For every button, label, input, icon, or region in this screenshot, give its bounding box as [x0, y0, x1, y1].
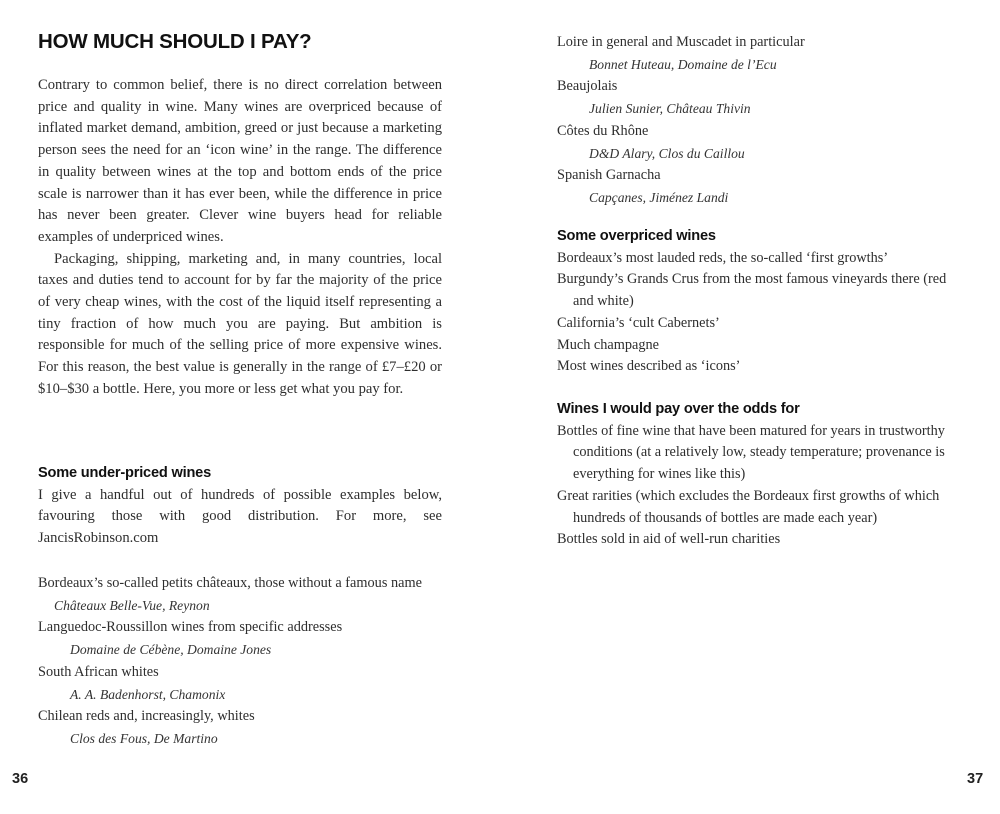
wine-category: Spanish Garnacha	[557, 167, 661, 184]
paragraph: Packaging, shipping, marketing and, in many countries, local taxes and duties tend to account for by far the majority of the price of very cheap wines, with the cost of the liquid itself representing a tiny fraction of how much you are paying. But ambition is responsible for much of the selling price of more expensive wines. For this reason, the best value is generally in the range of £7–£20 or $10–$30 a bottle. Here, you more or less get what you pay for.	[38, 250, 442, 397]
section-intro: I give a handful out of hundreds of possible examples below, favouring those with good distribution. For more, see JancisRobinson.com	[38, 486, 442, 547]
wine-producers: Domaine de Cébène, Domaine Jones	[70, 642, 272, 658]
paragraph: Contrary to common belief, there is no direct correlation between price and quality in wine. Many wines are overpriced because of inflated market demand, ambition, greed or just because a marketing person sees the need for an ‘icon wine’ in the range. The difference in quality between wines at the top and bottom ends of the price scale is narrower than it has ever been, while the difference in price has never been greater. Clever wine buyers head for reliable examples of underpriced wines.	[38, 77, 442, 245]
wine-category: Languedoc-Roussillon wines from specific addresses	[38, 619, 343, 636]
list-item	[38, 706, 448, 750]
section-heading: Some under-priced wines	[38, 465, 211, 481]
list-item	[557, 165, 967, 209]
wine-producers: Capçanes, Jiménez Landi	[589, 189, 729, 205]
wine-producers: A. A. Badenhorst, Chamonix	[70, 686, 226, 702]
wine-producers: Châteaux Belle-Vue, Reynon	[54, 597, 210, 613]
wine-category: Bordeaux’s so-called petits châteaux, those without a famous name	[38, 575, 422, 591]
list-item	[557, 121, 967, 165]
right-page	[500, 0, 1000, 814]
wine-category: Côtes du Rhône	[557, 122, 649, 139]
wine-producers: Julien Sunier, Château Thivin	[589, 101, 751, 117]
overpriced-section	[557, 226, 957, 378]
section-heading: Wines I would pay over the odds for	[557, 401, 800, 417]
pay-over-section	[557, 399, 969, 551]
list-item: California’s ‘cult Cabernets’	[557, 314, 720, 331]
list-item	[38, 617, 448, 661]
list-item: Burgundy’s Grands Crus from the most famous vineyards there (red and white)	[557, 271, 947, 310]
page-number: 37	[967, 771, 984, 787]
list-item: Great rarities (which excludes the Bordeaux first growths of which hundreds of thousands of bottles are made each year)	[557, 487, 940, 526]
overpriced-list	[557, 248, 957, 378]
under-priced-section	[38, 463, 442, 550]
list-item	[557, 76, 967, 120]
list-item	[38, 662, 448, 706]
list-item: Bottles of fine wine that have been matured for years in trustworthy conditions (at a relatively low, steady temperature; provenance is everything for wines like this)	[557, 422, 945, 483]
intro-text	[38, 75, 442, 401]
page-title: HOW MUCH SHOULD I PAY?	[38, 30, 312, 53]
section-heading: Some overpriced wines	[557, 228, 716, 244]
list-item: Bordeaux’s most lauded reds, the so-called ‘first growths’	[557, 249, 889, 266]
wine-category: Loire in general and Muscadet in particular	[557, 34, 805, 50]
list-item	[557, 32, 967, 76]
wine-category: South African whites	[38, 663, 159, 680]
wine-producers: Clos des Fous, De Martino	[70, 730, 218, 746]
list-item: Bottles sold in aid of well-run charities	[557, 531, 781, 548]
wine-producers: D&D Alary, Clos du Caillou	[589, 145, 745, 161]
wine-category: Beaujolais	[557, 78, 618, 95]
page-number: 36	[12, 771, 29, 787]
list-item	[38, 573, 448, 617]
wine-category: Chilean reds and, increasingly, whites	[38, 708, 255, 725]
under-priced-list-continued	[557, 32, 967, 210]
wine-producers: Bonnet Huteau, Domaine de l’Ecu	[589, 56, 777, 72]
list-item: Most wines described as ‘icons’	[557, 358, 741, 375]
under-priced-list	[38, 573, 448, 751]
pay-over-list	[557, 421, 969, 551]
list-item: Much champagne	[557, 336, 660, 353]
